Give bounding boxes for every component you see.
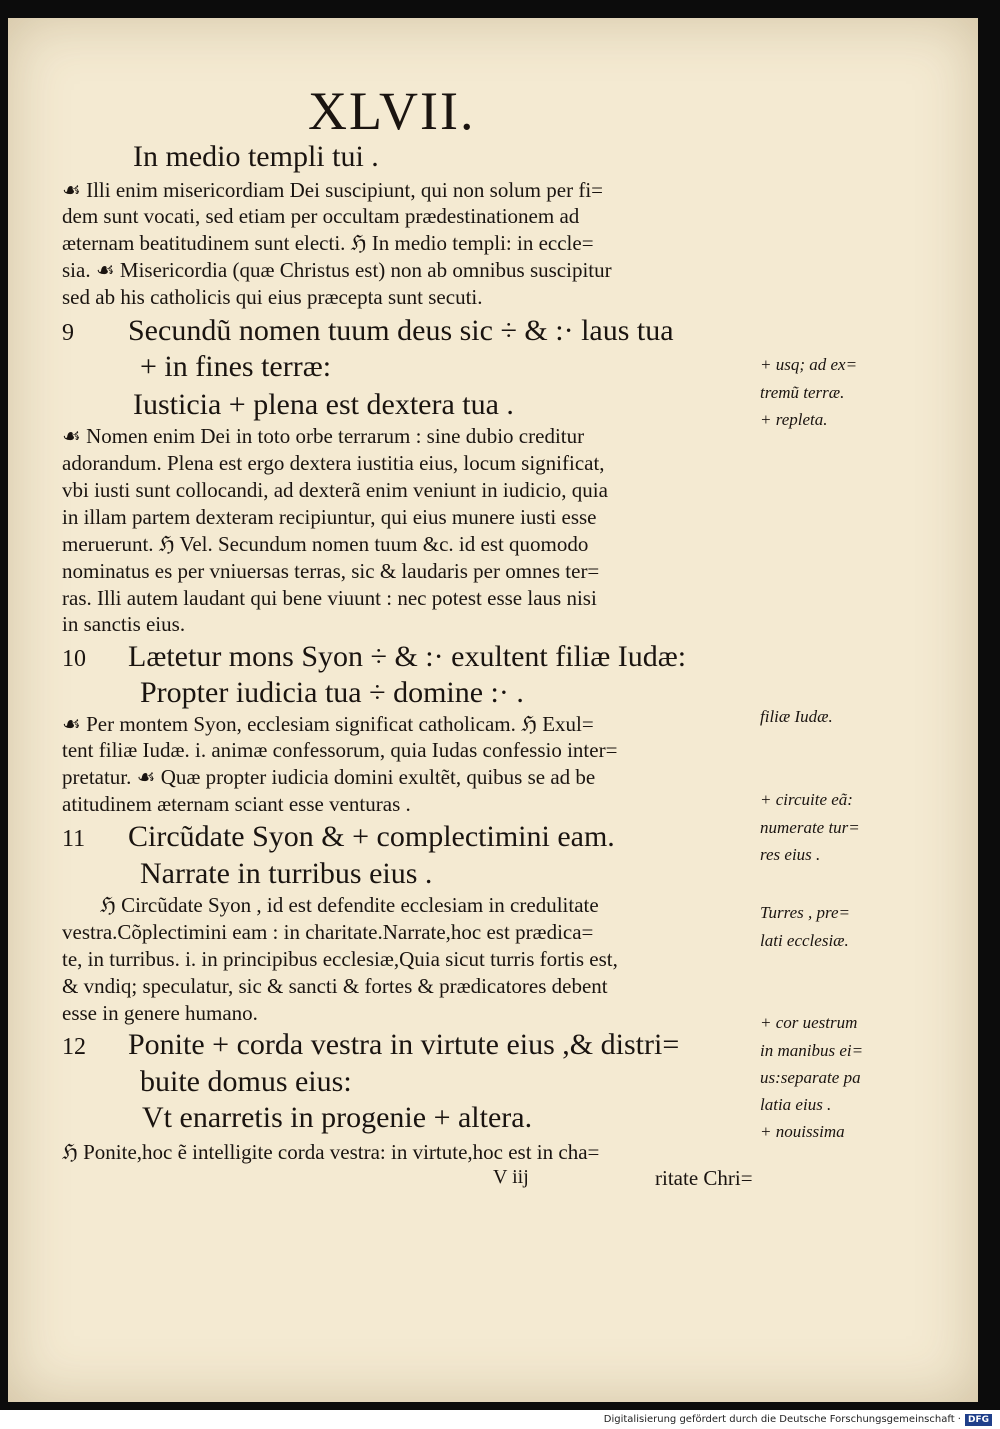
verse-line: Ponite + corda vestra in virtute eius ,& distri=: [128, 1028, 680, 1061]
commentary-line: ℌ Ponite,hoc ẽ intelligite corda vestra: in virtute,hoc est in cha=: [62, 1140, 600, 1164]
margin-note: + cor uestrum: [760, 1013, 858, 1032]
margin-note: + nouissima: [760, 1122, 845, 1141]
commentary-line: vestra.Cõplectimini eam : in charitate.Narrate,hoc est prædica=: [62, 920, 594, 944]
margin-note: lati ecclesiæ.: [760, 931, 849, 950]
commentary-line: esse in genere humano.: [62, 1001, 258, 1025]
verse-line: Narrate in turribus eius .: [140, 857, 433, 890]
verse-line: In medio templi tui .: [133, 140, 379, 173]
catchword: ritate Chri=: [655, 1166, 753, 1190]
commentary-line: in sanctis eius.: [62, 612, 186, 636]
commentary-line: nominatus es per vniuersas terras, sic & laudaris per omnes ter=: [62, 559, 600, 583]
margin-note: filiæ Iudæ.: [760, 707, 833, 726]
commentary-line: sia. ☙ Misericordia (quæ Christus est) non ab omnibus suscipitur: [62, 258, 612, 282]
margin-note: latia eius .: [760, 1095, 832, 1114]
verse-number: 12: [62, 1034, 86, 1060]
commentary-line: atitudinem æternam sciant esse venturas .: [62, 792, 411, 816]
margin-note: tremũ terræ.: [760, 383, 845, 402]
signature-mark: V iij: [493, 1166, 529, 1188]
verse-line: Secundũ nomen tuum deus sic ÷ & :· laus tua: [128, 314, 674, 347]
margin-note: + usq; ad ex=: [760, 355, 858, 374]
commentary-line: ☙ Per montem Syon, ecclesiam significat catholicam. ℌ Exul=: [62, 712, 594, 736]
commentary-line: & vndiq; speculatur, sic & sancti & fortes & prædicatores debent: [62, 974, 608, 998]
commentary-line: æternam beatitudinem sunt electi. ℌ In medio templi: in eccle=: [62, 231, 594, 255]
margin-note: numerate tur=: [760, 818, 860, 837]
commentary-line: ☙ Illi enim misericordiam Dei suscipiunt, qui non solum per fi=: [62, 178, 604, 202]
commentary-line: te, in turribus. i. in principibus ecclesiæ,Quia sicut turris fortis est,: [62, 947, 618, 971]
margin-note: us:separate pa: [760, 1068, 861, 1087]
verse-number: 10: [62, 646, 86, 672]
dfg-logo[interactable]: DFG: [965, 1414, 992, 1426]
commentary-line: tent filiæ Iudæ. i. animæ confessorum, quia Iudas confessio inter=: [62, 738, 618, 762]
verse-line: Circũdate Syon & + complectimini eam.: [128, 820, 615, 853]
verse-number: 9: [62, 320, 74, 346]
footer-bar: [0, 1410, 1000, 1429]
commentary-line: pretatur. ☙ Quæ propter iudicia domini exultẽt, quibus se ad be: [62, 765, 596, 789]
margin-note: + circuite eã:: [760, 790, 853, 809]
commentary-line: ras. Illi autem laudant qui bene viuunt : nec potest esse laus nisi: [62, 586, 597, 610]
margin-note: Turres , pre=: [760, 903, 851, 922]
commentary-line: dem sunt vocati, sed etiam per occultam prædestinationem ad: [62, 204, 580, 228]
verse-line: buite domus eius:: [140, 1065, 352, 1098]
commentary-line: in illam partem dexteram recipiuntur, qui eius munere iusti esse: [62, 505, 597, 529]
margin-note: res eius .: [760, 845, 821, 864]
commentary-line: meruerunt. ℌ Vel. Secundum nomen tuum &c. id est quomodo: [62, 532, 589, 556]
verse-line: Lætetur mons Syon ÷ & :· exultent filiæ Iudæ:: [128, 640, 687, 673]
page-header: XLVII.: [308, 81, 476, 141]
commentary-line: sed ab his catholicis qui eius præcepta sunt secuti.: [62, 285, 483, 309]
verse-line: + in fines terræ:: [140, 350, 332, 383]
margin-note: in manibus ei=: [760, 1041, 864, 1060]
verse-line: Vt enarretis in progenie + altera.: [142, 1101, 533, 1134]
commentary-line: vbi iusti sunt collocandi, ad dexterã enim veniunt in iudicio, quia: [62, 478, 608, 502]
commentary-line: adorandum. Plena est ergo dextera iustitia eius, locum significat,: [62, 451, 605, 475]
verse-number: 11: [62, 826, 86, 852]
commentary-line: ℌ Circũdate Syon , id est defendite ecclesiam in credulitate: [100, 893, 599, 917]
footer-credit: Digitalisierung gefördert durch die Deutsche Forschungsgemeinschaft ·: [603, 1414, 961, 1425]
verse-line: Iusticia + plena est dextera tua .: [133, 388, 514, 421]
commentary-line: ☙ Nomen enim Dei in toto orbe terrarum : sine dubio creditur: [62, 424, 585, 448]
verse-line: Propter iudicia tua ÷ domine :· .: [140, 676, 524, 709]
margin-note: + repleta.: [760, 410, 828, 429]
